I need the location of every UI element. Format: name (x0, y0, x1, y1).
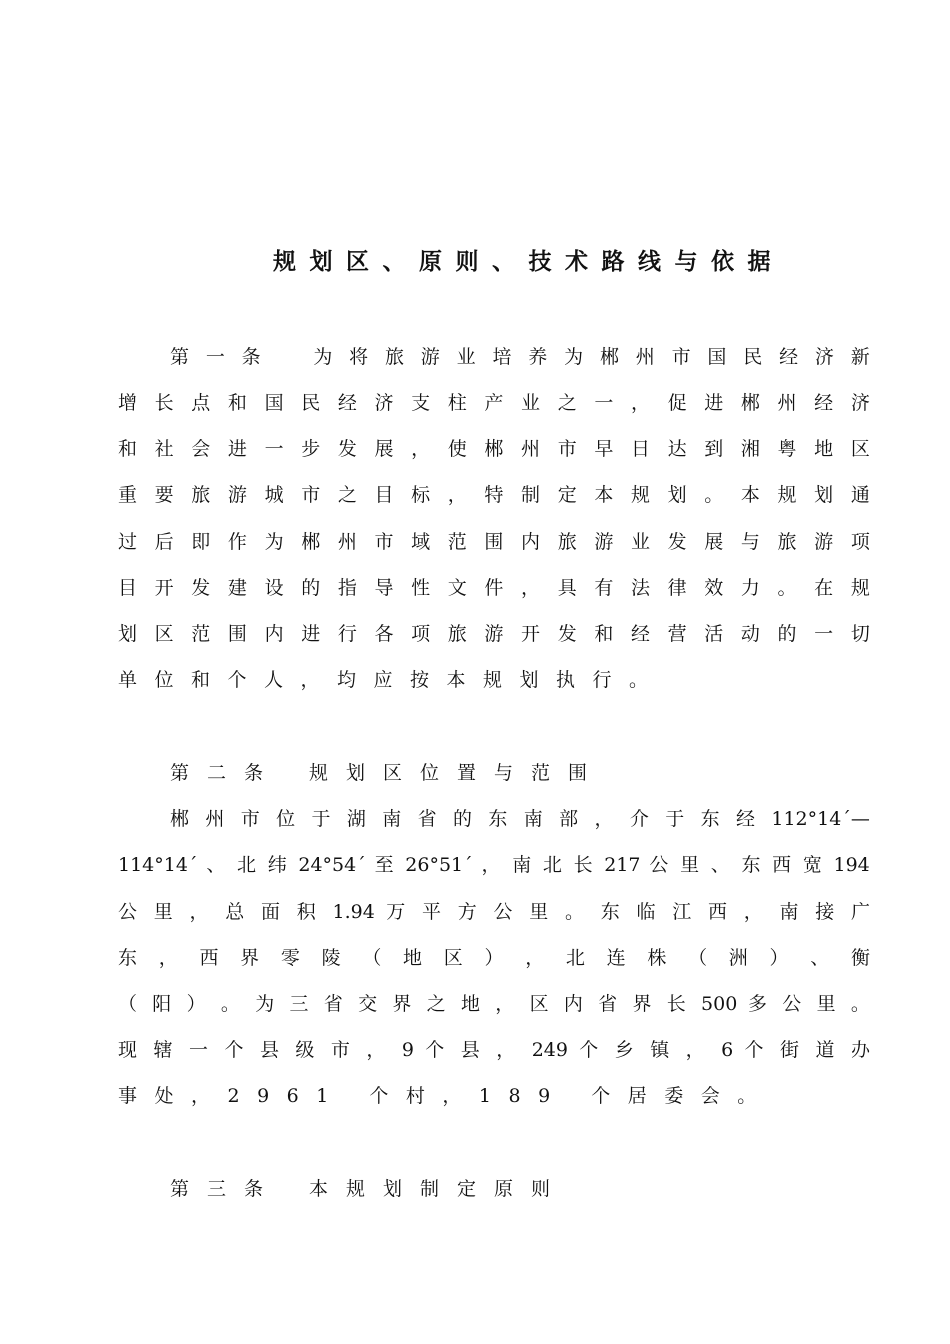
article3-heading (170, 1174, 568, 1201)
article2-line: 郴 州 市 位 于 湖 南 省 的 东 南 部 ， 介 于 东 经 112°14´— (170, 808, 870, 830)
document-title: 规划区、原则、技术路线与依据 (273, 248, 784, 275)
article2-line: 现 辖 一 个 县 级 市 ， 9 个 县 ， 249 个 乡 镇 ， 6 个 街 道 办 (118, 1039, 870, 1061)
article1-line: 重 要 旅 游 城 市 之 目 标 ， 特 制 定 本 规 划 。 本 规 划 通 (118, 484, 870, 506)
article2-line: 东 ， 西 界 零 陵 （ 地 区 ） ， 北 连 株 （ 洲 ） 、 衡 (118, 947, 870, 969)
article3-number: 第三条 (170, 1178, 282, 1200)
article3-title: 本规划制定原则 (309, 1178, 569, 1200)
article1-line: 和 社 会 进 一 步 发 展 ， 使 郴 州 市 早 日 达 到 湘 粤 地 区 (118, 438, 870, 460)
article2-line: 事处，2961 个村，189 个居委会。 (118, 1085, 774, 1107)
article2-line: （ 阳 ） 。 为 三 省 交 界 之 地 ， 区 内 省 界 长 500 多 公 里 。 (118, 993, 870, 1015)
article2-number: 第二条 (170, 762, 282, 784)
article1-line: 过 后 即 作 为 郴 州 市 域 范 围 内 旅 游 业 发 展 与 旅 游 项 (118, 531, 870, 553)
article2-heading (170, 758, 605, 785)
article2-line: 114°14´ 、 北 纬 24°54´ 至 26°51´ ， 南 北 长 217 公 里 、 东 西 宽 194 (118, 854, 870, 876)
article1-line: 划 区 范 围 内 进 行 各 项 旅 游 开 发 和 经 营 活 动 的 一 切 (118, 623, 870, 645)
article1-line: 第 一 条 为 将 旅 游 业 培 养 为 郴 州 市 国 民 经 济 新 (170, 346, 870, 368)
article1-line: 单位和个人，均应按本规划执行。 (118, 669, 666, 691)
article2-title: 规划区位置与范围 (309, 762, 606, 784)
article1-line: 增 长 点 和 国 民 经 济 支 柱 产 业 之 一 ， 促 进 郴 州 经 济 (118, 392, 870, 414)
article2-line: 公 里 ， 总 面 积 1.94 万 平 方 公 里 。 东 临 江 西 ， 南 接 广 (118, 901, 870, 923)
article1-line: 目 开 发 建 设 的 指 导 性 文 件 ， 具 有 法 律 效 力 。 在 规 (118, 577, 870, 599)
